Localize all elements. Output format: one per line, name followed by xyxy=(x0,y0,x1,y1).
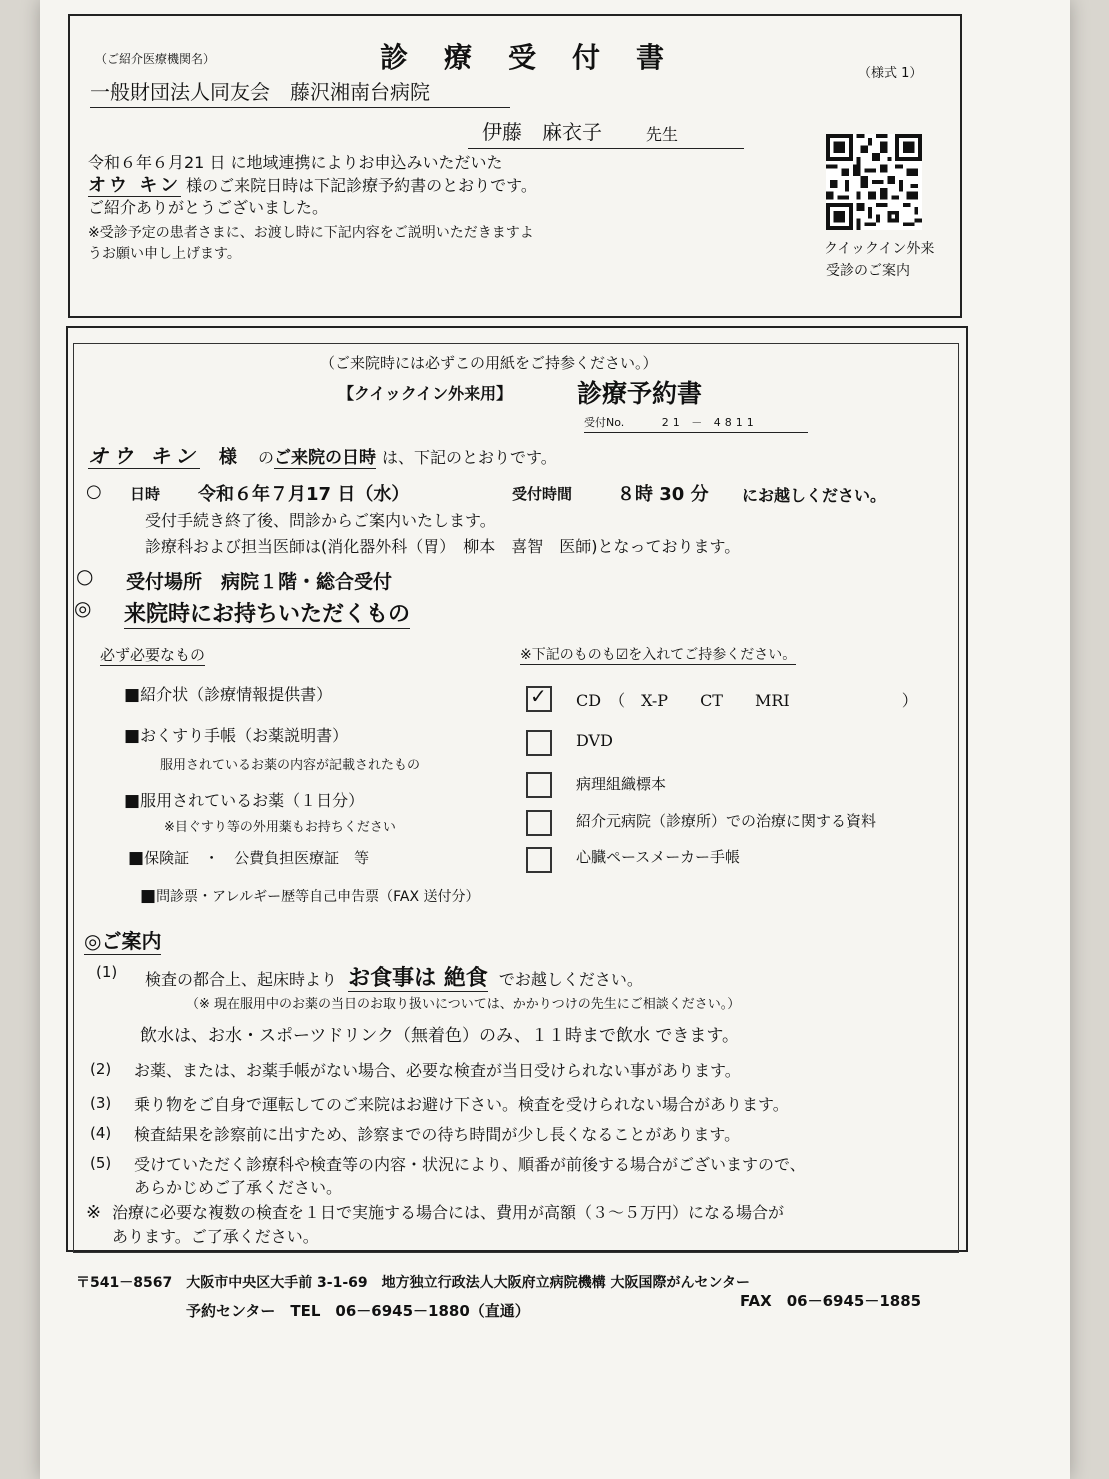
patient-name: オウ キン xyxy=(88,444,200,468)
reservation-title: 診療予約書 xyxy=(577,379,703,408)
visit-info-line: 様のご来院日時は下記診療予約書のとおりです。 xyxy=(181,176,537,195)
after-reception-info: 受付手続き終了後、問診からご案内いたします。 xyxy=(145,511,496,530)
footer-tel: 予約センター TEL 06－6945－1880（直通） xyxy=(186,1302,530,1320)
application-line: 令和６年６月21 日 に地域連携によりお申込みいただいた xyxy=(88,153,503,172)
guide-item-5-continued: あらかじめご了承ください。 xyxy=(134,1178,343,1197)
footer-address: 〒541－8567 大阪市中央区大手前 3-1-69 地方独立行政法人大阪府立病院機構 大阪国際がんセンター xyxy=(76,1275,750,1291)
guide-item-1-text-a: 検査の都合上、起床時より xyxy=(145,970,338,989)
honorific: 様 xyxy=(218,447,237,468)
double-circle-bullet: ◎ xyxy=(74,596,92,620)
square-bullet-icon: ■ xyxy=(140,886,157,906)
visit-datetime-label: ご来院の日時 xyxy=(273,448,376,468)
form-title: 診 療 受 付 書 xyxy=(380,41,669,74)
optional-item-pathology: 病理組織標本 xyxy=(576,775,667,793)
guide-item-3-number: (3) xyxy=(90,1094,112,1112)
date-value: 令和６年７月17 日（水） xyxy=(198,484,410,505)
checkbox-referral-materials[interactable] xyxy=(526,810,552,836)
guide-item-1 xyxy=(145,961,643,992)
visit-line-particle: の xyxy=(257,448,274,467)
thanks-line: ご紹介ありがとうございました。 xyxy=(88,198,329,217)
required-item-insurance xyxy=(128,847,369,868)
reception-number-label: 受付No. xyxy=(584,416,625,429)
fasting-instruction: お食事は 絶食 xyxy=(348,966,488,991)
guide-item-5: 受けていただく診療科や検査等の内容・状況により、順番が前後する場合がございますので、 xyxy=(134,1155,806,1174)
date-label: 日時 xyxy=(130,485,161,503)
visit-line-tail: は、下記のとおりです。 xyxy=(381,448,557,467)
medication-note: （※ 現在服用中のお薬の当日のお取り扱いについては、かかりつけの先生にご相談ください。） xyxy=(186,997,741,1012)
checkbox-cd[interactable] xyxy=(526,686,552,712)
check-mark-icon: ✓ xyxy=(530,684,547,708)
required-item-label: おくすり手帳（お薬説明書） xyxy=(140,726,349,745)
square-bullet-icon: ■ xyxy=(124,685,141,705)
water-instruction: 飲水は、お水・スポーツドリンク（無着色）のみ、１１時まで飲水 できます。 xyxy=(140,1026,740,1046)
reservation-title-prefix: 【クイックイン外来用】 xyxy=(338,384,513,403)
time-label: 受付時間 xyxy=(512,485,573,503)
visit-date-intro xyxy=(88,440,557,469)
circle-bullet-place: ○ xyxy=(76,564,94,588)
optional-item-pacemaker: 心臓ペースメーカー手帳 xyxy=(576,848,740,866)
required-item-current-medicine xyxy=(124,788,364,811)
cost-note-line-1: 治療に必要な複数の検査を１日で実施する場合には、費用が高額（３～５万円）になる場合が xyxy=(112,1203,785,1222)
required-item-questionnaire xyxy=(140,886,480,906)
qr-code-icon[interactable] xyxy=(826,134,922,230)
checkbox-pacemaker[interactable] xyxy=(526,847,552,873)
items-to-bring-heading: 来院時にお持ちいただくもの xyxy=(124,597,410,629)
circle-bullet-date: ○ xyxy=(86,481,102,502)
square-bullet-icon: ■ xyxy=(124,726,141,746)
cost-note-line-2: あります。ご了承ください。 xyxy=(112,1227,319,1246)
form-number: （様式 1） xyxy=(858,66,923,81)
required-item-sub: 服用されているお薬の内容が記載されたもの xyxy=(160,758,421,773)
date-tail: にお越しください。 xyxy=(742,486,887,505)
required-item-referral xyxy=(124,682,332,705)
guide-heading: ◎ご案内 xyxy=(84,925,161,955)
optional-item-cd: CD （ X-P CT MRI ） xyxy=(576,691,918,710)
square-bullet-icon: ■ xyxy=(124,791,141,811)
guide-item-5-number: (5) xyxy=(90,1154,112,1172)
guide-item-1-number: (1) xyxy=(96,963,118,981)
time-value: ８時 30 分 xyxy=(617,484,709,505)
reception-number xyxy=(584,414,808,433)
doctor-suffix: 先生 xyxy=(646,125,679,144)
reception-place: 受付場所 病院１階・総合受付 xyxy=(126,571,393,593)
doctor-line xyxy=(468,114,744,149)
department-info: 診療科および担当医師は(消化器外科（胃） 柳本 喜智 医師)となっております。 xyxy=(145,537,741,556)
doctor-name: 伊藤 麻衣子 xyxy=(482,120,602,144)
referrer-label: （ご紹介医療機関名） xyxy=(95,52,216,66)
header-note-1: ※受診予定の患者さまに、お渡し時に下記内容をご説明いただきますよ xyxy=(88,225,534,241)
required-item-label: 服用されているお薬（１日分） xyxy=(140,791,365,810)
optional-heading: ※下記のものも☑を入れてご持参ください。 xyxy=(520,644,796,665)
patient-name-header: オウ キン xyxy=(88,175,182,196)
guide-item-4-number: (4) xyxy=(90,1124,112,1142)
footer-fax: FAX 06－6945－1885 xyxy=(740,1292,922,1310)
required-item-label: 紹介状（診療情報提供書） xyxy=(140,685,333,704)
optional-item-dvd: DVD xyxy=(576,731,613,750)
required-item-medicine-notebook xyxy=(124,723,348,746)
guide-item-1-text-c: でお越しください。 xyxy=(498,970,643,989)
guide-item-4: 検査結果を診察前に出すため、診察までの待ち時間が少し長くなることがあります。 xyxy=(134,1125,741,1144)
referring-hospital: 一般財団法人同友会 藤沢湘南台病院 xyxy=(90,76,510,108)
qr-caption-2: 受診のご案内 xyxy=(826,263,910,279)
reception-number-value: 21 － 4811 xyxy=(661,416,758,429)
square-bullet-icon: ■ xyxy=(128,848,145,868)
guide-item-2-number: (2) xyxy=(90,1060,112,1078)
required-item-label: 問診票・アレルギー歴等自己申告票（FAX 送付分） xyxy=(156,889,480,905)
bring-notice: （ご来院時には必ずこの用紙をご持参ください。） xyxy=(320,354,658,372)
qr-caption-1: クイックイン外来 xyxy=(824,241,935,257)
guide-item-2: お薬、または、お薬手帳がない場合、必要な検査が当日受けられない事があります。 xyxy=(134,1061,741,1080)
checkbox-dvd[interactable] xyxy=(526,730,552,756)
required-heading: 必ず必要なもの xyxy=(100,646,206,664)
guide-item-3: 乗り物をご自身で運転してのご来院はお避け下さい。検査を受けられない場合があります。 xyxy=(134,1095,789,1114)
cost-note-mark: ※ xyxy=(86,1202,102,1223)
required-item-label: 保険証 ・ 公費負担医療証 等 xyxy=(144,849,370,867)
optional-item-referral-materials: 紹介元病院（診療所）での治療に関する資料 xyxy=(576,812,877,830)
required-item-sub: ※目ぐすり等の外用薬もお持ちください xyxy=(164,820,396,835)
checkbox-pathology[interactable] xyxy=(526,772,552,798)
header-note-2: うお願い申し上げます。 xyxy=(88,246,241,262)
